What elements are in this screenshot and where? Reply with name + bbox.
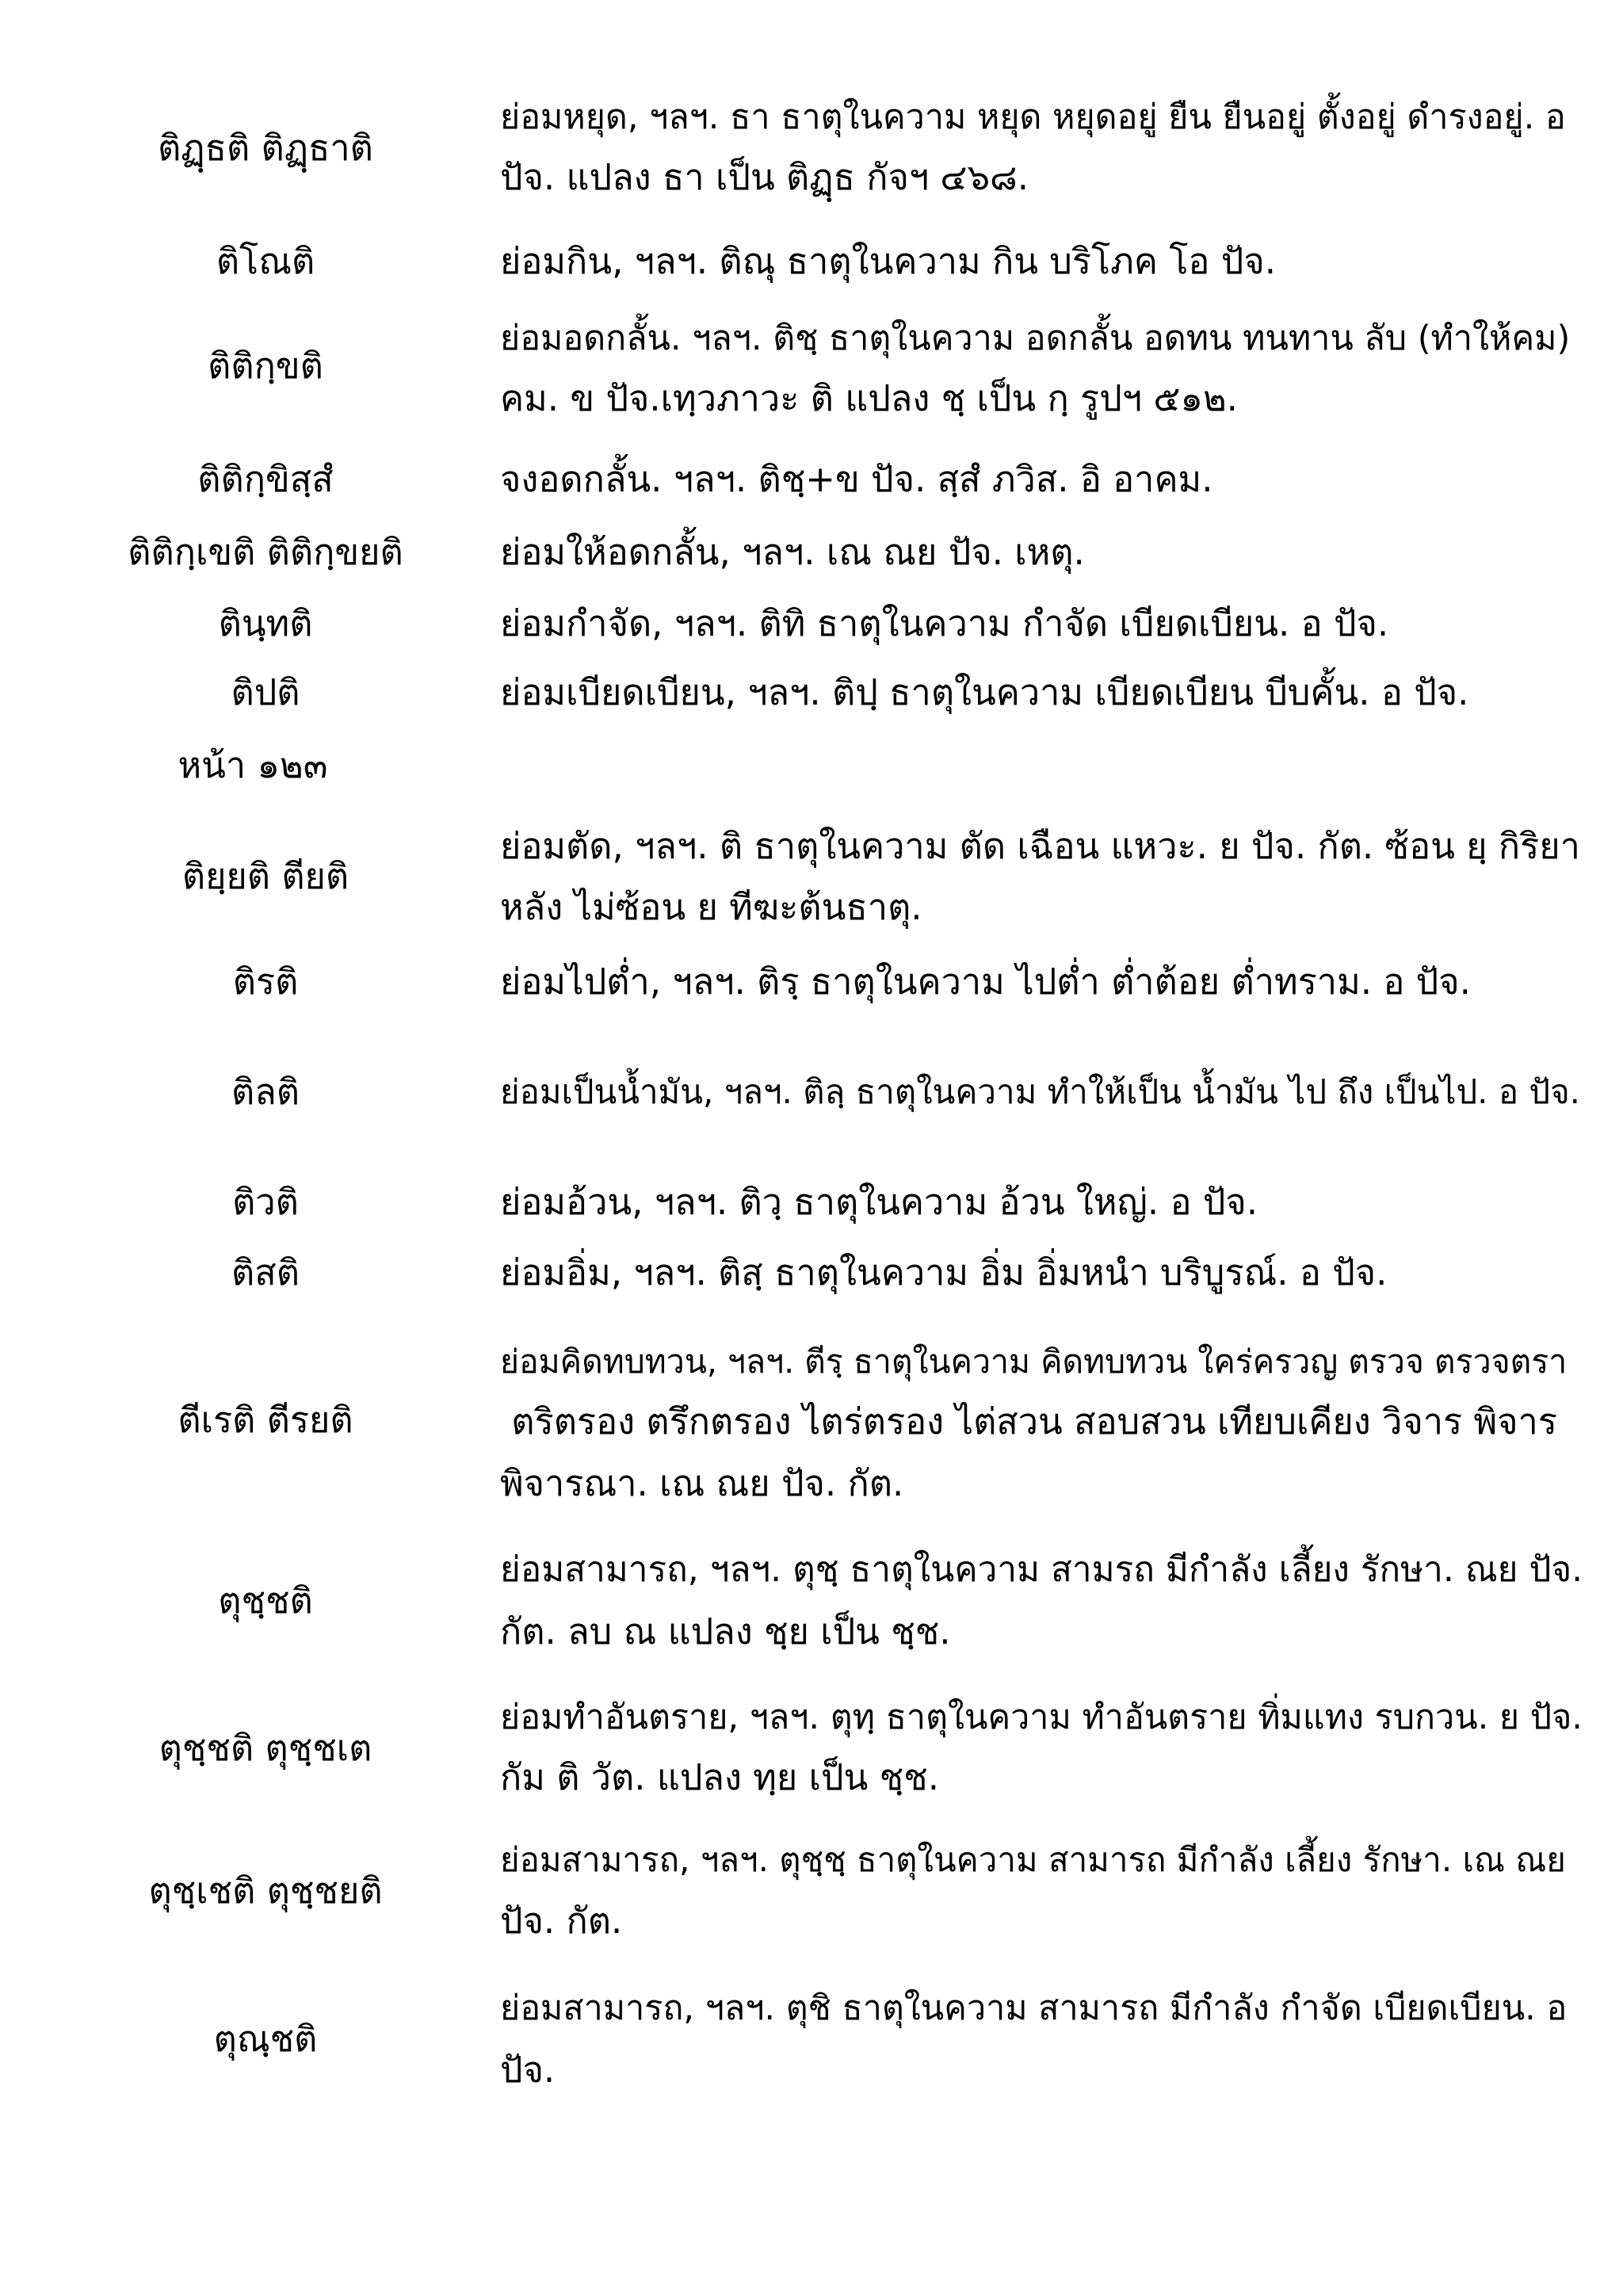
- page-marker: หน้า ๑๒๓: [178, 744, 328, 786]
- entry-definition-line: ย่อมสามารถ, ฯลฯ. ตุชิ ธาตุในความ สามารถ มีกำลัง กำจัด เบียดเบียน. อ: [500, 1988, 1568, 2028]
- entry-term: ตินฺทติ: [218, 602, 313, 644]
- entry-definition-line: ย่อมหยุด, ฯลฯ. ธา ธาตุในความ หยุด หยุดอยู่ ยืน ยืนอยู่ ตั้งอยู่ ดำรงอยู่. อ: [500, 97, 1566, 137]
- entry-definition-line: ย่อมกิน, ฯลฯ. ติณุ ธาตุในความ กิน บริโภค โอ ปัจ.: [500, 240, 1276, 282]
- entry-term: ตุชฺชติ ตุชฺชเต: [158, 1727, 372, 1769]
- entry-definition-line: ปัจ. กัต.: [500, 1900, 623, 1942]
- entry-definition-line: ย่อมสามารถ, ฯลฯ. ตุชฺ ธาตุในความ สามรถ มีกำลัง เลี้ยง รักษา. ณย ปัจ.: [500, 1549, 1583, 1590]
- entry-definition-line: ย่อมทำอันตราย, ฯลฯ. ตุทฺ ธาตุในความ ทำอันตราย ทิ่มแทง รบกวน. ย ปัจ.: [500, 1698, 1583, 1737]
- entry-term: ติสติ: [231, 1251, 300, 1293]
- entry-definition-line: ย่อมตัด, ฯลฯ. ติ ธาตุในความ ตัด เฉือน แหวะ. ย ปัจ. กัต. ซ้อน ยฺ กิริยา: [500, 825, 1580, 867]
- entry-term: ติติกฺขติ: [208, 345, 323, 387]
- entry-term: ติฏฺธติ ติฏฺธาติ: [158, 127, 373, 169]
- entry-definition-line: ย่อมอดกลั้น. ฯลฯ. ติชฺ ธาตุในความ อดกลั้น อดทน ทนทาน ลับ (ทำให้คม): [500, 319, 1571, 358]
- entry-definition-line: ย่อมคิดทบทวน, ฯลฯ. ตีรฺ ธาตุในความ คิดทบทวน ใคร่ครวญ ตรวจ ตรวจตรา: [500, 1343, 1568, 1381]
- entry-definition-line: ปัจ.: [500, 2049, 556, 2091]
- entry-definition-line: กัต. ลบ ณ แปลง ชฺย เป็น ชฺช.: [500, 1610, 951, 1652]
- entry-term: ติปติ: [231, 671, 300, 713]
- entry-definition-line: ปัจ. แปลง ธา เป็น ติฏฺธ กัจฯ ๔๖๘.: [500, 156, 1029, 198]
- entry-definition-line: ย่อมให้อดกลั้น, ฯลฯ. เณ ณย ปัจ. เหตุ.: [500, 531, 1085, 573]
- entry-term: ติโณติ: [216, 240, 315, 282]
- entry-term: ติติกฺขิสฺสํ: [197, 458, 334, 500]
- entry-definition-line: ย่อมเป็นน้ำมัน, ฯลฯ. ติลฺ ธาตุในความ ทำให้เป็น น้ำมัน ไป ถึง เป็นไป. อ ปัจ.: [500, 1072, 1581, 1111]
- entry-term: ติลติ: [231, 1071, 300, 1113]
- entry-term: ติยฺยติ ตียติ: [181, 855, 349, 897]
- entry-definition-line: ย่อมกำจัด, ฯลฯ. ติทิ ธาตุในความ กำจัด เบียดเบียน. อ ปัจ.: [500, 602, 1389, 644]
- entry-definition-line: หลัง ไม่ซ้อน ย ทีฆะต้นธาตุ.: [500, 886, 922, 928]
- entry-term: ตุชฺชติ: [218, 1580, 313, 1622]
- entry-term: ติรติ: [232, 961, 299, 1003]
- entry-term: ติติกฺเขติ ติติกฺขยติ: [128, 531, 403, 573]
- entry-definition-line: ตริตรอง ตรึกตรอง ไตร่ตรอง ไต่สวน สอบสวน เทียบเคียง วิจาร พิจาร: [500, 1400, 1557, 1442]
- entry-definition-line: พิจารณา. เณ ณย ปัจ. กัต.: [500, 1462, 904, 1504]
- entry-term: ติวติ: [232, 1181, 299, 1223]
- entry-definition-line: คม. ข ปัจ.เทฺวภาวะ ติ แปลง ชฺ เป็น กฺ รูปฯ ๕๑๒.: [500, 377, 1238, 419]
- entry-definition-line: ย่อมอิ่ม, ฯลฯ. ติสฺ ธาตุในความ อิ่ม อิ่มหนำ บริบูรณ์. อ ปัจ.: [500, 1251, 1388, 1293]
- entry-definition-line: จงอดกลั้น. ฯลฯ. ติชฺ+ข ปัจ. สฺสํ ภวิส. อิ อาคม.: [500, 458, 1213, 500]
- entry-definition-line: ย่อมไปต่ำ, ฯลฯ. ติรฺ ธาตุในความ ไปต่ำ ต่ำต้อย ต่ำทราม. อ ปัจ.: [500, 961, 1471, 1003]
- entry-term: ตุชฺเชติ ตุชฺชยติ: [148, 1870, 383, 1912]
- entry-definition-line: ย่อมอ้วน, ฯลฯ. ติวฺ ธาตุในความ อ้วน ใหญ่. อ ปัจ.: [500, 1181, 1258, 1223]
- entry-term: ตีเรติ ตีรยติ: [178, 1399, 353, 1441]
- entry-term: ตุณฺชติ: [213, 2018, 318, 2060]
- entry-definition-line: ย่อมเบียดเบียน, ฯลฯ. ติปฺ ธาตุในความ เบียดเบียน บีบคั้น. อ ปัจ.: [500, 671, 1469, 713]
- entry-definition-line: ย่อมสามารถ, ฯลฯ. ตุชฺชฺ ธาตุในความ สามารถ มีกำลัง เลี้ยง รักษา. เณ ณย: [500, 1840, 1566, 1879]
- entry-definition-line: กัม ติ วัต. แปลง ทฺย เป็น ชฺช.: [500, 1756, 939, 1798]
